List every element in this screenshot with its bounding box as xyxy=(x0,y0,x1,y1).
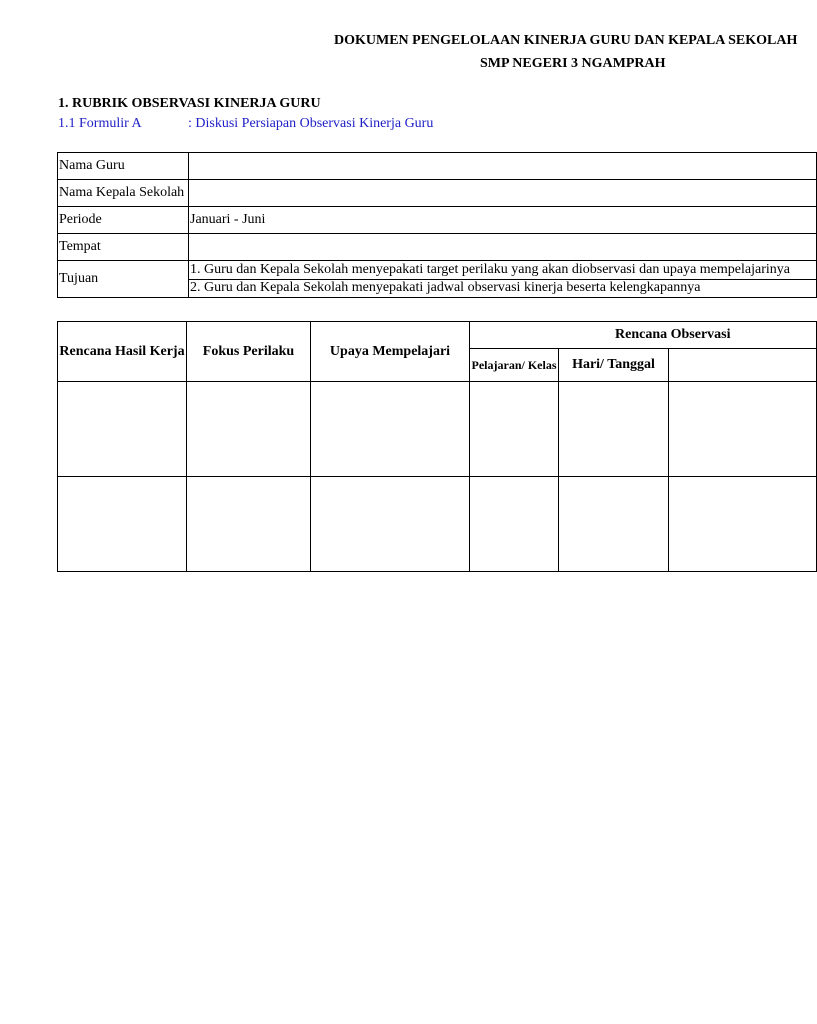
section-heading: 1. RUBRIK OBSERVASI KINERJA GURU xyxy=(58,96,321,111)
form-code: 1.1 Formulir A xyxy=(58,116,142,131)
tujuan-item-1: 1. Guru dan Kepala Sekolah menyepakati target perilaku yang akan diobservasi dan upaya mempelajarinya xyxy=(189,261,817,280)
info-row-periode xyxy=(58,207,817,234)
info-row-tujuan xyxy=(58,261,817,280)
info-value-tempat[interactable] xyxy=(189,234,817,261)
info-label: Nama Guru xyxy=(58,153,189,180)
info-value-nama-guru[interactable] xyxy=(189,153,817,180)
form-description: : Diskusi Persiapan Observasi Kinerja Guru xyxy=(188,116,434,131)
cell-hasil[interactable] xyxy=(58,382,187,477)
cell-extra[interactable] xyxy=(669,382,817,477)
header-upaya-mempelajari: Upaya Mempelajari xyxy=(311,322,470,382)
cell-pelajaran[interactable] xyxy=(470,382,559,477)
school-name: SMP NEGERI 3 NGAMPRAH xyxy=(480,56,666,71)
info-label: Tempat xyxy=(58,234,189,261)
tujuan-item-2: 2. Guru dan Kepala Sekolah menyepakati jadwal observasi kinerja beserta kelengkapannya xyxy=(189,279,817,298)
plan-header-row xyxy=(58,322,817,349)
info-row-nama-guru xyxy=(58,153,817,180)
info-table xyxy=(57,152,817,298)
cell-fokus[interactable] xyxy=(187,382,311,477)
info-row-nama-kepala-sekolah xyxy=(58,180,817,207)
info-value-nama-kepala-sekolah[interactable] xyxy=(189,180,817,207)
table-row xyxy=(58,477,817,572)
header-rencana-hasil-kerja: Rencana Hasil Kerja xyxy=(58,322,187,382)
cell-upaya[interactable] xyxy=(311,382,470,477)
header-hari-tanggal: Hari/ Tanggal xyxy=(559,349,669,382)
cell-pelajaran[interactable] xyxy=(470,477,559,572)
info-label: Nama Kepala Sekolah xyxy=(58,180,189,207)
header-extra xyxy=(669,349,817,382)
header-pelajaran-kelas: Pelajaran/ Kelas xyxy=(470,349,559,382)
info-label: Periode xyxy=(58,207,189,234)
info-row-tempat xyxy=(58,234,817,261)
cell-fokus[interactable] xyxy=(187,477,311,572)
cell-hari[interactable] xyxy=(559,477,669,572)
document-title: DOKUMEN PENGELOLAAN KINERJA GURU DAN KEPALA SEKOLAH xyxy=(334,33,798,48)
header-fokus-perilaku: Fokus Perilaku xyxy=(187,322,311,382)
cell-upaya[interactable] xyxy=(311,477,470,572)
cell-extra[interactable] xyxy=(669,477,817,572)
plan-table xyxy=(57,321,817,572)
table-row xyxy=(58,382,817,477)
header-rencana-observasi: Rencana Observasi xyxy=(470,322,817,349)
info-label-tujuan: Tujuan xyxy=(58,261,189,298)
cell-hari[interactable] xyxy=(559,382,669,477)
cell-hasil[interactable] xyxy=(58,477,187,572)
info-value-periode[interactable]: Januari - Juni xyxy=(189,207,817,234)
